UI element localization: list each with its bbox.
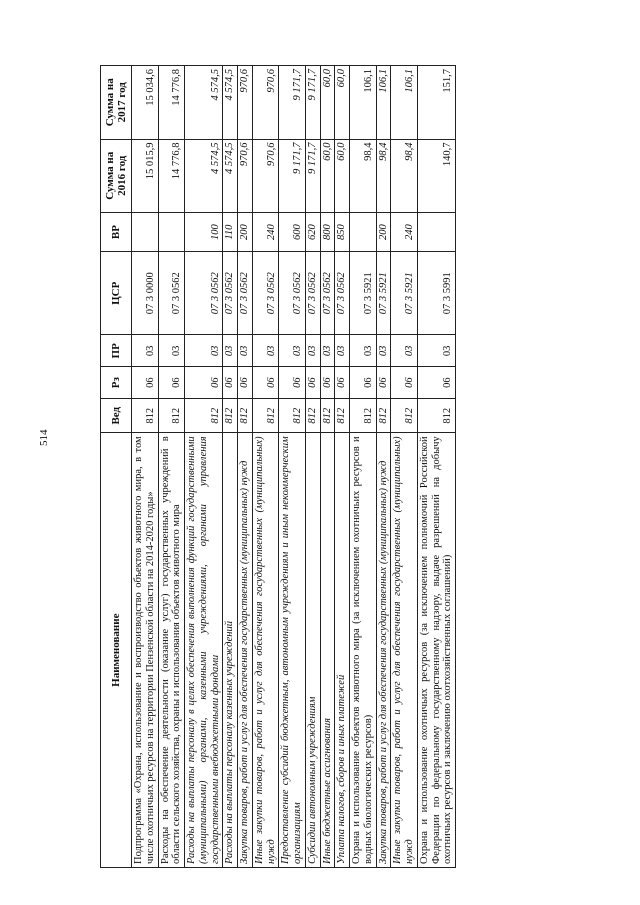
row-pr: 03: [238, 335, 253, 367]
row-ved: 812: [391, 399, 418, 433]
row-name: Охрана и использование охотничьих ресурсов (за исключением полномочий Российской Федерации по федеральному государственному надзору, выдаче разрешений на добычу охотничьих ресурсов и заключению охотхозяйственных соглашений): [417, 433, 455, 868]
row-pr: 03: [417, 335, 455, 367]
row-rz: 06: [391, 367, 418, 399]
row-rz: 06: [376, 367, 391, 399]
row-csr: 07 3 0562: [238, 252, 253, 335]
budget-table-container: [100, 65, 456, 868]
row-pr: 03: [376, 335, 391, 367]
row-sum-2016: 98,4: [376, 139, 391, 212]
page-number: 514: [38, 429, 50, 446]
row-name: Подпрограмма «Охрана, использование и воспроизводство объектов животного мира, в том числе охотничьих ресурсов на территории Пензенской области на 2014-2020 годы»: [132, 433, 159, 868]
row-pr: 03: [252, 335, 279, 367]
table-row: [391, 66, 418, 868]
row-ved: 812: [350, 399, 377, 433]
row-vr: 800: [320, 212, 335, 251]
header-sum-2016: Сумма на 2016 год: [101, 139, 132, 212]
row-pr: 03: [279, 335, 306, 367]
row-csr: 07 3 0562: [223, 252, 238, 335]
budget-table: [100, 65, 456, 868]
table-header-row: [101, 66, 132, 868]
row-rz: 06: [350, 367, 377, 399]
row-sum-2016: 970,6: [252, 139, 279, 212]
row-sum-2017: 970,6: [238, 66, 253, 140]
row-rz: 06: [320, 367, 335, 399]
row-rz: 06: [252, 367, 279, 399]
row-pr: 03: [158, 335, 185, 367]
row-csr: 07 3 0562: [320, 252, 335, 335]
row-name: Охрана и использование объектов животного мира (за исключением охотничьих ресурсов и водных биологических ресурсов): [350, 433, 377, 868]
table-body: [132, 66, 456, 868]
row-name: Расходы на выплаты персоналу в целях обеспечения выполнения функций государственными (муниципальными) органами, казенными учреждениями, органами управления государственными внебюджетными фондами: [185, 433, 223, 868]
row-vr: 600: [279, 212, 306, 251]
row-sum-2016: 970,6: [238, 139, 253, 212]
table-row: [350, 66, 377, 868]
row-sum-2017: 9 171,7: [305, 66, 320, 140]
row-sum-2017: 15 034,6: [132, 66, 159, 140]
row-csr: 07 3 5921: [391, 252, 418, 335]
row-pr: 03: [185, 335, 223, 367]
row-ved: 812: [185, 399, 223, 433]
row-pr: 03: [223, 335, 238, 367]
row-sum-2016: 4 574,5: [185, 139, 223, 212]
row-sum-2017: 151,7: [417, 66, 455, 140]
row-name: Уплата налогов, сборов и иных платежей: [335, 433, 350, 868]
row-rz: 06: [335, 367, 350, 399]
row-sum-2016: 98,4: [391, 139, 418, 212]
row-pr: 03: [335, 335, 350, 367]
table-row: [305, 66, 320, 868]
row-vr: 200: [238, 212, 253, 251]
header-ved: Вед: [101, 399, 132, 433]
row-ved: 812: [252, 399, 279, 433]
row-vr: 200: [376, 212, 391, 251]
row-rz: 06: [417, 367, 455, 399]
row-csr: 07 3 0562: [185, 252, 223, 335]
table-row: [279, 66, 306, 868]
row-ved: 812: [305, 399, 320, 433]
row-csr: 07 3 0562: [305, 252, 320, 335]
row-ved: 812: [132, 399, 159, 433]
row-sum-2016: 60,0: [335, 139, 350, 212]
row-csr: 07 3 0562: [335, 252, 350, 335]
row-sum-2016: 9 171,7: [279, 139, 306, 212]
row-vr: 100: [185, 212, 223, 251]
row-sum-2016: 14 776,8: [158, 139, 185, 212]
row-name: Субсидии автономным учреждениям: [305, 433, 320, 868]
row-vr: [132, 212, 159, 251]
row-ved: 812: [238, 399, 253, 433]
table-row: [223, 66, 238, 868]
row-csr: 07 3 0562: [252, 252, 279, 335]
row-ved: 812: [376, 399, 391, 433]
row-sum-2017: 106,1: [391, 66, 418, 140]
row-ved: 812: [335, 399, 350, 433]
row-name: Предоставление субсидий бюджетным, автономным учреждениям и иным некоммерческим организациям: [279, 433, 306, 868]
row-sum-2017: 9 171,7: [279, 66, 306, 140]
row-pr: 03: [391, 335, 418, 367]
table-row: [252, 66, 279, 868]
table-row: [238, 66, 253, 868]
row-sum-2016: 140,7: [417, 139, 455, 212]
table-row: [158, 66, 185, 868]
row-name: Иные закупки товаров, работ и услуг для обеспечения государственных (муниципальных) нужд: [252, 433, 279, 868]
row-pr: 03: [320, 335, 335, 367]
row-sum-2017: 106,1: [376, 66, 391, 140]
row-csr: 07 3 5921: [350, 252, 377, 335]
row-sum-2016: 60,0: [320, 139, 335, 212]
row-ved: 812: [320, 399, 335, 433]
row-sum-2016: 98,4: [350, 139, 377, 212]
row-csr: 07 3 5921: [376, 252, 391, 335]
row-sum-2016: 15 015,9: [132, 139, 159, 212]
row-vr: 240: [252, 212, 279, 251]
header-sum-2017: Сумма на 2017 год: [101, 66, 132, 140]
row-csr: 07 3 0000: [132, 252, 159, 335]
row-pr: 03: [132, 335, 159, 367]
row-vr: 240: [391, 212, 418, 251]
row-vr: 850: [335, 212, 350, 251]
row-vr: [417, 212, 455, 251]
table-row: [376, 66, 391, 868]
row-sum-2017: 4 574,5: [223, 66, 238, 140]
row-rz: 06: [305, 367, 320, 399]
header-rz: Рз: [101, 367, 132, 399]
row-csr: 07 3 5991: [417, 252, 455, 335]
header-name: Наименование: [101, 433, 132, 868]
row-rz: 06: [238, 367, 253, 399]
row-name: Расходы на обеспечение деятельности (оказание услуг) государственных учреждений в области сельского хозяйства, охраны и использования объектов животного мира: [158, 433, 185, 868]
row-rz: 06: [185, 367, 223, 399]
header-csr: ЦСР: [101, 252, 132, 335]
row-pr: 03: [350, 335, 377, 367]
header-pr: ПР: [101, 335, 132, 367]
row-rz: 06: [158, 367, 185, 399]
row-pr: 03: [305, 335, 320, 367]
row-rz: 06: [223, 367, 238, 399]
row-vr: 620: [305, 212, 320, 251]
row-sum-2017: 106,1: [350, 66, 377, 140]
table-row: [320, 66, 335, 868]
table-row: [132, 66, 159, 868]
row-ved: 812: [279, 399, 306, 433]
table-row: [335, 66, 350, 868]
row-vr: [350, 212, 377, 251]
row-rz: 06: [279, 367, 306, 399]
row-sum-2017: 60,0: [335, 66, 350, 140]
row-ved: 812: [223, 399, 238, 433]
row-name: Закупка товаров, работ и услуг для обеспечения государственных (муниципальных) нужд: [238, 433, 253, 868]
row-csr: 07 3 0562: [279, 252, 306, 335]
row-name: Закупка товаров, работ и услуг для обеспечения государственных (муниципальных) нужд: [376, 433, 391, 868]
row-sum-2017: 14 776,8: [158, 66, 185, 140]
row-vr: 110: [223, 212, 238, 251]
row-sum-2017: 60,0: [320, 66, 335, 140]
row-sum-2016: 4 574,5: [223, 139, 238, 212]
table-row: [185, 66, 223, 868]
row-sum-2016: 9 171,7: [305, 139, 320, 212]
row-vr: [158, 212, 185, 251]
row-sum-2017: 970,6: [252, 66, 279, 140]
row-ved: 812: [417, 399, 455, 433]
row-name: Расходы на выплаты персоналу казенных учреждений: [223, 433, 238, 868]
row-rz: 06: [132, 367, 159, 399]
row-ved: 812: [158, 399, 185, 433]
row-name: Иные закупки товаров, работ и услуг для обеспечения государственных (муниципальных) нужд: [391, 433, 418, 868]
table-row: [417, 66, 455, 868]
row-name: Иные бюджетные ассигнования: [320, 433, 335, 868]
row-csr: 07 3 0562: [158, 252, 185, 335]
row-sum-2017: 4 574,5: [185, 66, 223, 140]
header-vr: ВР: [101, 212, 132, 251]
